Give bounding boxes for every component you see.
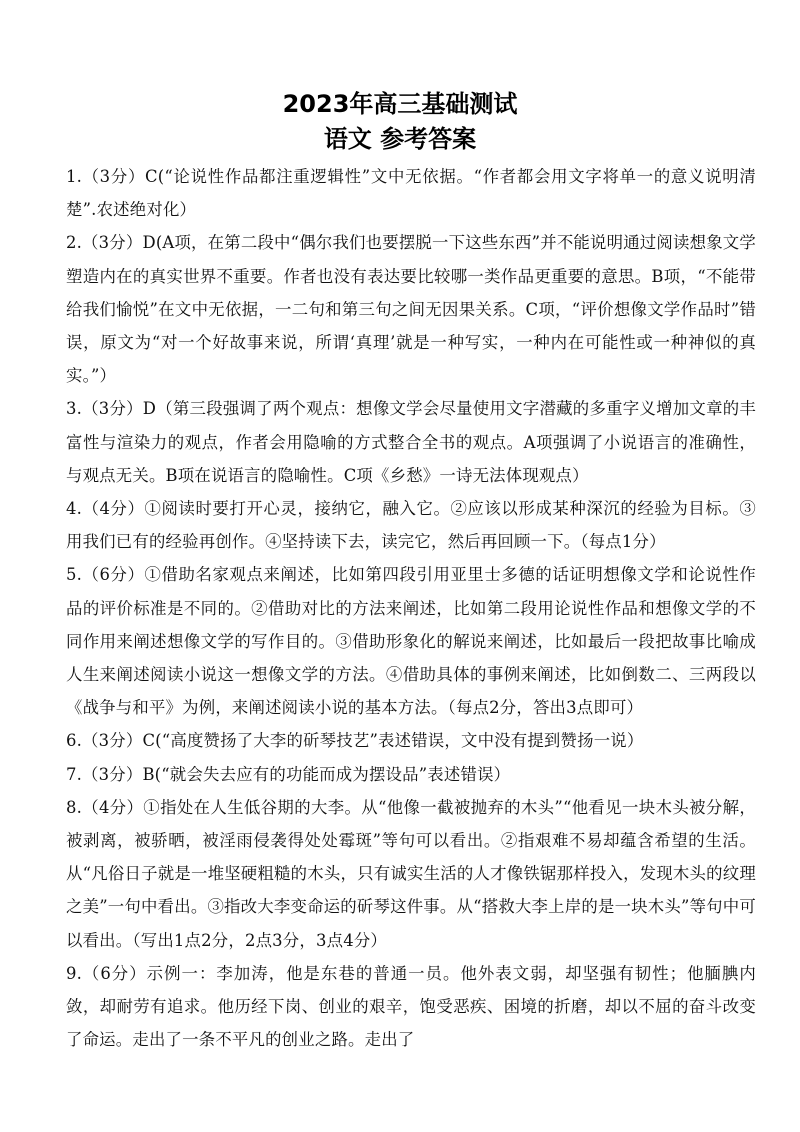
answer-item-4: 4.（4分）①阅读时要打开心灵，接纳它，融入它。②应该以形成某种深沉的经验为目标。③用我们已有的经验再创作。④坚持读下去，读完它，然后再回顾一下。（每点1分） — [66, 499, 756, 552]
answer-item-3: 3.（3分）D（第三段强调了两个观点：想像文学会尽量使用文字潜藏的多重字义增加文章的丰富性与渲染力的观点，作者会用隐喻的方式整合全书的观点。A项强调了小说语言的准确性，与观点无关。B项在说语言的隐喻性。C项《乡愁》一诗无法体现观点） — [66, 399, 756, 485]
page-title: 2023年高三基础测试 — [282, 90, 518, 118]
answer-item-9: 9.（6分）示例一：李加涛，他是东巷的普通一员。他外表文弱，却坚强有韧性；他腼腆内敛，却耐劳有追求。他历经下岗、创业的艰辛，饱受恶疾、困境的折磨，却以不屈的奋斗改变了命运。走出了一条不平凡的创业之路。走出了 — [66, 963, 756, 1050]
answer-item-1: 1.（3分）C(“论说性作品都注重逻辑性”文中无依据。“作者都会用文字将单一的意义说明清楚”.农述绝对化） — [66, 167, 756, 220]
answer-item-7: 7.（3分）B(“就会失去应有的功能而成为摆设品”表述错误） — [66, 764, 511, 784]
page-subtitle: 语文 参考答案 — [323, 125, 477, 153]
answer-item-6: 6.（3分）C(“高度赞扬了大李的斫琴技艺”表述错误，文中没有提到赞扬一说） — [66, 731, 644, 751]
answer-item-8: 8.（4分）①指处在人生低谷期的大李。从“他像一截被抛弃的木头”“他看见一块木头被分解，被剥离，被骄晒，被淫雨侵袭得处处霉斑”等句可以看出。②指艰难不易却蕴含希望的生活。从“凡俗日子就是一堆坚硬粗糙的木头，只有诚实生活的人才像铁锯那样投入，发现木头的纹理之美”一句中看出。③指改大李变命运的斫琴这件事。从“搭救大李上岸的是一块木头”等句中可以看出。（写出1点2分，2点3分，3点4分） — [66, 797, 756, 950]
answer-list — [66, 160, 756, 1056]
answer-item-5: 5.（6分）①借助名家观点来阐述，比如第四段引用亚里士多德的话证明想像文学和论说性作品的评价标准是不同的。②借助对比的方法来阐述，比如第二段用论说性作品和想像文学的不同作用来阐述想像文学的写作目的。③借助形象化的解说来阐述，比如最后一段把故事比喻成人生来阐述阅读小说这一想像文学的方法。④借助具体的事例来阐述，比如倒数二、三两段以《战争与和平》为例，来阐述阅读小说的基本方法。（每点2分，答出3点即可） — [66, 565, 756, 718]
answer-item-2: 2.（3分）D(A项，在第二段中“偶尔我们也要摆脱一下这些东西”并不能说明通过阅读想象文学塑造内在的真实世界不重要。作者也没有表达要比较哪一类作品更重要的意思。B项，“不能带给我们愉悦”在文中无依据，一二句和第三句之间无因果关系。C项，“评价想像文学作品时”错误，原文为“对一个好故事来说，所谓‘真理’就是一种写实，一种内在可能性或一种神似的真实。”） — [66, 233, 756, 386]
